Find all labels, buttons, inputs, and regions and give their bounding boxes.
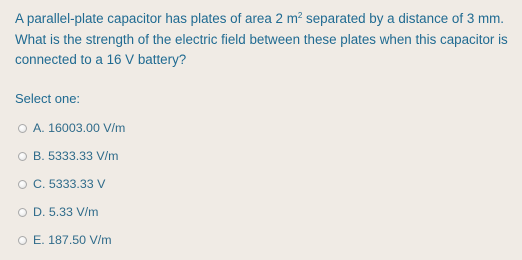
answer-option-d[interactable] [18,198,125,226]
question-text [15,9,515,71]
radio-button-d[interactable] [18,208,27,217]
answer-label-a[interactable]: A. 16003.00 V/m [33,121,126,135]
radio-button-e[interactable] [18,236,27,245]
question-text-part-1: A parallel-plate capacitor has plates of area 2 m [15,11,298,26]
answer-option-e[interactable] [18,226,125,254]
radio-button-c[interactable] [18,180,27,189]
radio-button-a[interactable] [18,124,27,133]
answer-label-d[interactable]: D. 5.33 V/m [33,205,99,219]
superscript-2: 2 [297,11,303,20]
question-text-part-2: separated by a distance of 3 mm. What is the strength of the electric field between these plates when this capacitor is connected to a 16 V battery? [15,11,508,67]
answer-label-b[interactable]: B. 5333.33 V/m [33,149,119,163]
answer-label-e[interactable]: E. 187.50 V/m [33,233,112,247]
answer-option-a[interactable] [18,114,125,142]
answer-options [18,114,125,254]
answer-option-c[interactable] [18,170,125,198]
radio-button-b[interactable] [18,152,27,161]
answer-label-c[interactable]: C. 5333.33 V [33,177,106,191]
answer-option-b[interactable] [18,142,125,170]
select-one-prompt: Select one: [15,91,81,106]
